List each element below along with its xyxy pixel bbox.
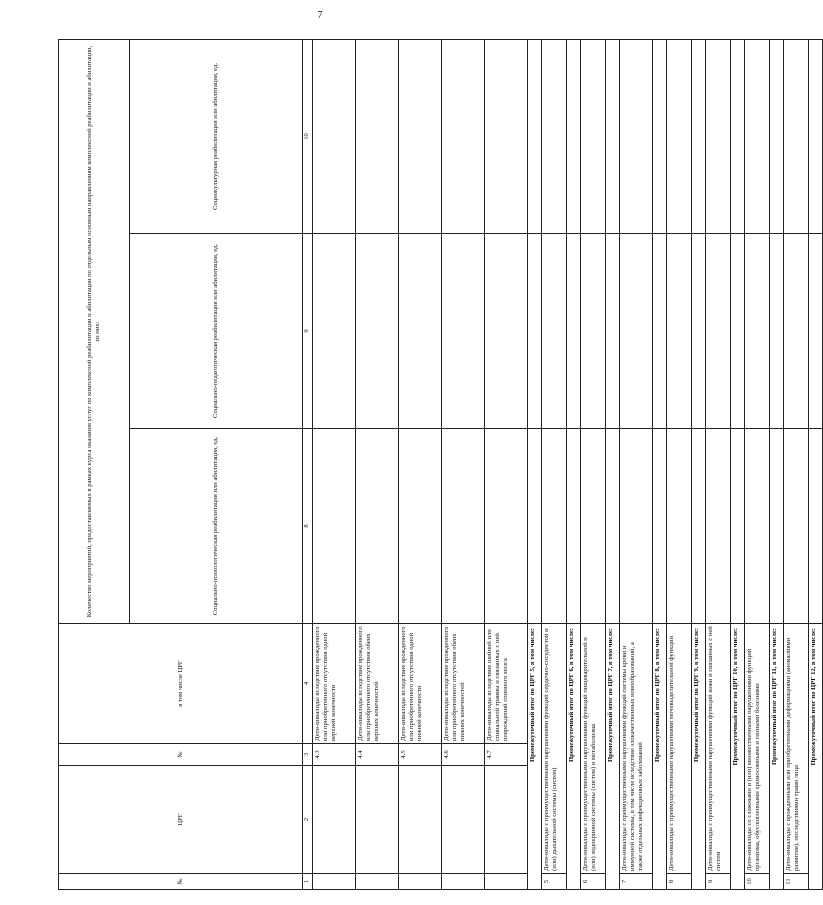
group-num: 7 xyxy=(620,874,653,890)
table-cell xyxy=(606,39,620,233)
table-cell xyxy=(542,39,567,233)
group-text: Дети-инвалиды с врожденными или приобретенными деформациями (аномалиями развития), последствиями травм лица xyxy=(784,624,809,874)
table-cell xyxy=(653,39,667,233)
table-cell xyxy=(442,766,485,874)
table-cell xyxy=(581,429,606,624)
subtotal-label: Промежуточный итог по ЦРГ 10, в том числе: xyxy=(731,624,745,890)
subrow-num: 4.5 xyxy=(399,744,442,766)
table-cell xyxy=(442,234,485,429)
table-cell xyxy=(620,429,653,624)
colnum: 10 xyxy=(303,39,313,233)
group-num: 9 xyxy=(706,874,731,890)
colnum: 3 xyxy=(303,744,313,766)
table-cell xyxy=(528,234,542,429)
table-cell xyxy=(567,429,581,624)
table-cell xyxy=(731,39,745,233)
group-text: Дети-инвалиды со сложными и (или) множественными нарушениями функций организма, обусловленными хромосомными и генными болезнями xyxy=(745,624,770,874)
table-cell xyxy=(485,39,528,233)
header-sociocultural: Социокультурная реабилитация или абилитация, ед. xyxy=(130,39,303,233)
table-cell xyxy=(784,39,809,233)
table-cell xyxy=(692,429,706,624)
page-number: 7 xyxy=(317,10,323,21)
group-text: Дети-инвалиды с преимущественными нарушениями функций сердечно-сосудистой и (или) дыхательной системы (систем) xyxy=(542,624,567,874)
table-cell xyxy=(692,234,706,429)
table-cell xyxy=(706,429,731,624)
table-cell xyxy=(528,429,542,624)
table-cell xyxy=(485,766,528,874)
table-cell xyxy=(809,234,823,429)
table-cell xyxy=(356,234,399,429)
table-cell xyxy=(706,39,731,233)
table-cell xyxy=(567,234,581,429)
table-cell xyxy=(731,429,745,624)
header-including: в том числе ЦРГ xyxy=(59,624,303,744)
header-social-psych: Социально-психологическая реабилитация или абилитация, ед. xyxy=(130,429,303,624)
header-social-ped: Социально-педагогическая реабилитация или абилитация, ед. xyxy=(130,234,303,429)
table-cell xyxy=(485,429,528,624)
table-cell xyxy=(399,874,442,890)
table-cell xyxy=(399,766,442,874)
subrow-text: Дети-инвалиды вследствие врожденного или приобретенного отсутствия одной нижней конечности xyxy=(399,624,442,744)
table-cell xyxy=(485,234,528,429)
rehabilitation-table xyxy=(58,39,823,890)
group-num: 5 xyxy=(542,874,567,890)
table-cell xyxy=(809,429,823,624)
colnum: 4 xyxy=(303,624,313,744)
table-cell xyxy=(581,39,606,233)
table-cell xyxy=(784,429,809,624)
group-num: 10 xyxy=(745,874,770,890)
table-cell xyxy=(745,429,770,624)
table-cell xyxy=(442,39,485,233)
table-cell xyxy=(313,39,356,233)
rotated-table-sheet xyxy=(58,40,817,890)
table-cell xyxy=(606,234,620,429)
table-cell xyxy=(542,429,567,624)
table-cell xyxy=(356,874,399,890)
subtotal-label: Промежуточный итог по ЦРГ 9, в том числе: xyxy=(692,624,706,890)
table-cell xyxy=(784,234,809,429)
table-cell xyxy=(667,234,692,429)
subrow-text: Дети-инвалиды вследствие врожденного или приобретенного отсутствия обеих верхних конечностей xyxy=(356,624,399,744)
colnum: 9 xyxy=(303,234,313,429)
header-services: Количество мероприятий, предоставляемых в рамках курса оказания услуг по комплексной реабилитации и абилитации по отдельным основным направлениям комплексной реабилитации и абилитации, из них: xyxy=(59,39,130,623)
table-cell xyxy=(442,874,485,890)
table-cell xyxy=(399,39,442,233)
table-cell xyxy=(581,234,606,429)
group-text: Дети-инвалиды с преимущественными нарушениями мочевыделительной функции xyxy=(667,624,692,874)
table-cell xyxy=(706,234,731,429)
table-cell xyxy=(620,39,653,233)
group-num: 11 xyxy=(784,874,809,890)
table-cell xyxy=(313,766,356,874)
table-cell xyxy=(809,39,823,233)
subrow-num: 4.7 xyxy=(485,744,528,766)
header-num2: № xyxy=(59,744,303,766)
subrow-num: 4.4 xyxy=(356,744,399,766)
subrow-text: Дети-инвалиды вследствие врожденного или приобретенного отсутствия обеих нижних конечностей xyxy=(442,624,485,744)
subrow-num: 4.3 xyxy=(313,744,356,766)
table-cell xyxy=(770,39,784,233)
table-cell xyxy=(745,39,770,233)
group-text: Дети-инвалиды с преимущественными нарушениями функций пищеварительной и (или) эндокринной системы (систем) и метаболизма xyxy=(581,624,606,874)
table-cell xyxy=(313,234,356,429)
table-cell xyxy=(528,39,542,233)
table-cell xyxy=(567,39,581,233)
table-cell xyxy=(770,429,784,624)
table-cell xyxy=(313,429,356,624)
group-text: Дети-инвалиды с преимущественными нарушениями функций системы крови и иммунной системы, в том числе вследствие злокачественных новообразований, а также отдельных инфекционных заболеваний xyxy=(620,624,653,874)
table-cell xyxy=(313,874,356,890)
group-text: Дети-инвалиды с преимущественными нарушениями функций кожи и связанных с ней систем xyxy=(706,624,731,874)
table-cell xyxy=(442,429,485,624)
group-num: 8 xyxy=(667,874,692,890)
subtotal-label: Промежуточный итог по ЦРГ 11, в том числе: xyxy=(770,624,784,890)
header-num: № xyxy=(59,874,303,890)
subtotal-label: Промежуточный итог по ЦРГ 5, в том числе: xyxy=(528,624,542,890)
table-cell xyxy=(667,429,692,624)
colnum: 8 xyxy=(303,429,313,624)
colnum: 1 xyxy=(303,874,313,890)
table-cell xyxy=(653,429,667,624)
table-cell xyxy=(542,234,567,429)
subrow-text: Дети-инвалиды вследствие шейной или спинальной травмы и связанных с ней повреждений спинного мозга xyxy=(485,624,528,744)
table-cell xyxy=(745,234,770,429)
table-cell xyxy=(653,234,667,429)
subtotal-label: Промежуточный итог по ЦРГ 7, в том числе: xyxy=(606,624,620,890)
subtotal-label: Промежуточный итог по ЦРГ 6, в том числе: xyxy=(567,624,581,890)
table-cell xyxy=(356,766,399,874)
subrow-text: Дети-инвалиды вследствие врожденного или приобретенного отсутствия одной верхней конечности xyxy=(313,624,356,744)
table-cell xyxy=(620,234,653,429)
colnum: 2 xyxy=(303,766,313,874)
table-cell xyxy=(399,429,442,624)
subtotal-label: Промежуточный итог по ЦРГ 8, в том числе: xyxy=(653,624,667,890)
header-crg: ЦРГ xyxy=(59,766,303,874)
table-cell xyxy=(606,429,620,624)
table-cell xyxy=(692,39,706,233)
table-cell xyxy=(356,429,399,624)
table-cell xyxy=(399,234,442,429)
table-cell xyxy=(731,234,745,429)
group-num: 6 xyxy=(581,874,606,890)
table-cell xyxy=(356,39,399,233)
subrow-num: 4.6 xyxy=(442,744,485,766)
subtotal-label: Промежуточный итог по ЦРГ 12, в том числе: xyxy=(809,624,823,890)
table-cell xyxy=(770,234,784,429)
table-cell xyxy=(485,874,528,890)
table-cell xyxy=(667,39,692,233)
